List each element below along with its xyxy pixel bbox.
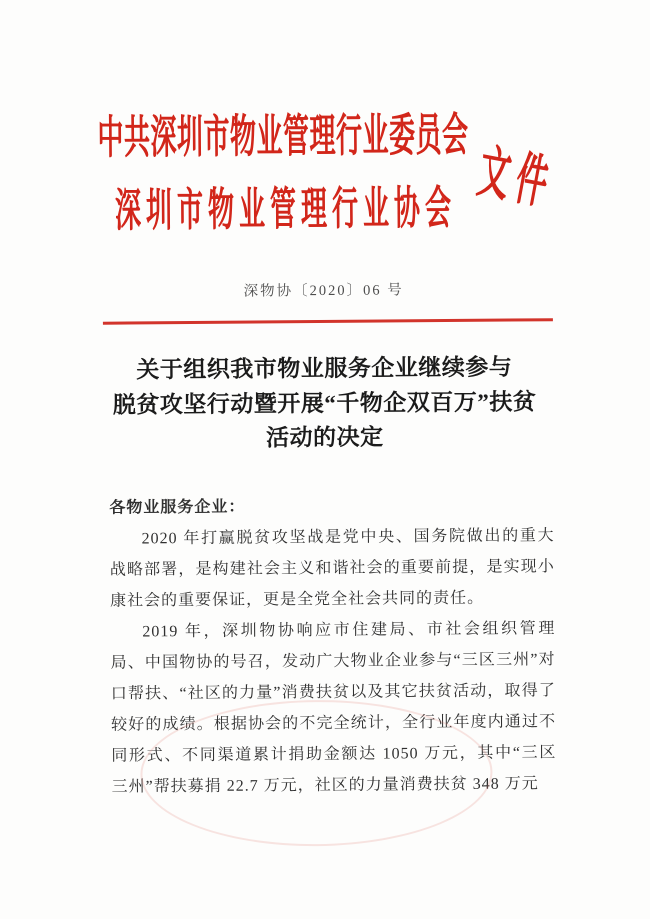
org-name-line2: 深圳市物业管理行业协会 [114,182,457,237]
title-line2: 脱贫攻坚行动暨开展“千物企双百万”扶贫 [112,388,537,418]
document-title [0,349,650,458]
title-line1: 关于组织我市物业服务企业继续参与 [136,354,513,383]
doc-type-char-wen: 文 [473,139,516,209]
paragraph-2: 2019 年，深圳物协响应市住建局、市社会组织管理局、中国物协的号召，发动广大物业企业参与“三区三州”对口帮扶、“社区的力量”消费扶贫以及其它扶贫活动，取得了较好的成绩。根据协会的不完全统计，全行业年度内通过不同形式、不同渠道累计捐助金额达 1050 万元，其中“三区三州”帮扶募捐 22.7 万元，社区的力量消费扶贫 348 万元 [110,620,557,796]
paragraph-1: 2020 年打赢脱贫攻坚战是党中央、国务院做出的重大战略部署，是构建社会主义和谐社会的重要前提，是实现小康社会的重要保证，更是全党全社会共同的责任。 [109,527,555,610]
red-divider-line [103,318,553,325]
document-body [109,489,556,802]
document-number: 深物协〔2020〕06 号 [243,282,404,300]
title-line3: 活动的决定 [265,424,384,451]
salutation: 各物业服务企业： [109,498,246,517]
doc-type-char-jian: 件 [510,146,554,216]
org-name-line1: 中共深圳市物业管理行业委员会 [97,109,469,164]
doc-type-wenjian [473,139,554,216]
letterhead [0,0,646,237]
